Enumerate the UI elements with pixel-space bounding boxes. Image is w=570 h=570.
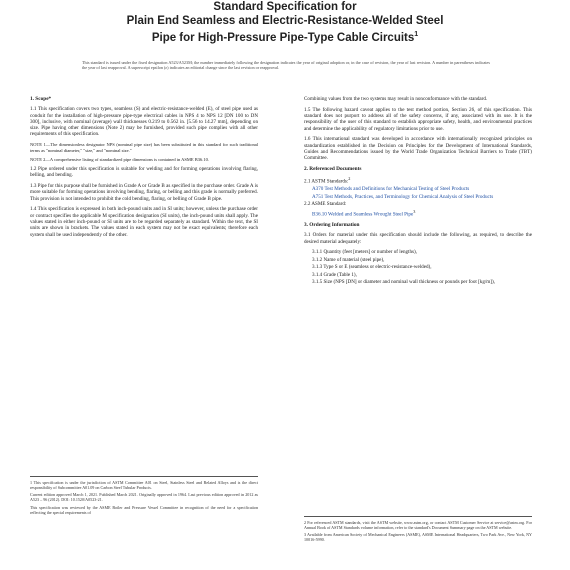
paragraph-1-3: 1.3 Pipe for this purpose shall be furnished in Grade A or Grade B as specified in the purchase order. Grade A is more suitable for forming operations involving bending, flaring, or belling and this grade is normally preferred. This provision is not intended to prohibit the cold bending, flaring, or belling of Grade B pipe. xyxy=(30,183,258,202)
note-2: NOTE 2—A comprehensive listing of standardized pipe dimensions is contained in ASME B36.10. xyxy=(30,156,209,162)
footnote: Current edition approved March 1, 2021. Published March 2021. Originally approved in 1964. Last previous edition approved in 2012 as A523 – 96 (2012). DOI: 10.1520/A0523-21. xyxy=(30,492,258,503)
footnote: 3 Available from American Society of Mechanical Engineers (ASME), ASME International Headquarters, Two Park Ave., New York, NY 10016-5990. xyxy=(304,532,532,543)
paragraph-1-5: 1.5 The following hazard caveat applies to the test method portion, Section 26, of this specification. This standard does not purport to address all of the safety concerns, if any, associated with its use. It is the responsibility of the user of this standard to establish appropriate safety, health, and environmental practices and determine the applicability of regulatory limitations prior to use. xyxy=(304,106,532,132)
left-column xyxy=(30,96,258,242)
paragraph-1-4: 1.4 This specification is expressed in both inch-pound units and in SI units; however, unless the purchase order or contract specifies the applicable M specification designation (SI units), the inch-pound units shall apply. The values stated in either inch-pound or SI units are to be regarded separately as standard. Within the text, the SI units are shown in brackets. The values stated in each system may not be exact equivalents; therefore each system shall be used independently of the other. xyxy=(30,206,258,238)
right-column xyxy=(304,96,532,287)
title-line-3-text: Pipe for High-Pressure Pipe-Type Cable Circuits xyxy=(151,31,415,44)
scope-heading: 1. Scope* xyxy=(30,96,52,102)
reference-b36-10-title[interactable]: Welded and Seamless Wrought Steel Pipe xyxy=(328,211,414,218)
asme-standard-heading: 2.2 ASME Standard: xyxy=(304,201,347,208)
footnotes-left xyxy=(30,476,258,517)
astm-standards-label: 2.1 ASTM Standards: xyxy=(304,178,349,185)
title-line-1: Standard Specification for xyxy=(213,1,357,13)
paragraph-1-2: 1.2 Pipe ordered under this specification is suitable for welding and for forming operations involving flaring, belling, and bending. xyxy=(30,166,258,179)
reference-a370-title[interactable]: Test Methods and Definitions for Mechanical Testing of Steel Products xyxy=(324,186,470,193)
ordering-item: 3.1.4 Grade (Table 1), xyxy=(312,271,357,278)
note-1: NOTE 1—The dimensionless designator NPS (nominal pipe size) has been substituted in this standard for such traditional terms as "nominal diameter," "size," and "nominal size." xyxy=(30,142,258,153)
footnote: 2 For referenced ASTM standards, visit the ASTM website, www.astm.org, or contact ASTM Customer Service at service@astm.org. For Annual Book of ASTM Standards volume information, refer to the standard's Document Summary page on the ASTM website. xyxy=(304,520,532,531)
paragraph-3-1: 3.1 Orders for material under this specification should include the following, as required, to describe the desired material adequately: xyxy=(304,232,532,245)
paragraph-1-4-continued: Combining values from the two systems may result in nonconformance with the standard. xyxy=(304,96,488,102)
footnote: This specification was reviewed by the ASME Boiler and Pressure Vessel Committee in recognition of the need for a specification reflecting the special requirements of xyxy=(30,504,258,515)
ordering-information-heading: 3. Ordering Information xyxy=(304,222,360,229)
reference-a370-code[interactable]: A370 xyxy=(312,186,324,193)
ordering-item: 3.1.5 Size (NPS [DN] or diameter and nominal wall thickness or pounds per foot [kg/m]), xyxy=(312,279,495,286)
ordering-item: 3.1.3 Type S or E (seamless or electric-resistance-welded), xyxy=(312,264,432,271)
title-line-3 xyxy=(0,28,570,45)
paragraph-1-1: 1.1 This specification covers two types, seamless (S) and electric-resistance-welded (E), of steel pipe used as conduit for the installation of high-pressure pipe-type electrical cables in NPS 4 to NPS 12 [DN 100 to DN 300], inclusive, with nominal (average) wall thicknesses 0.219 to 0.562 in. [5.56 to 14.27 mm], depending on size. Pipe having other dimensions (Note 2) may be furnished, provided such pipe complies with all other requirements of this specification. xyxy=(30,106,258,138)
reference-a751[interactable] xyxy=(304,194,532,200)
referenced-documents-heading: 2. Referenced Documents xyxy=(304,165,362,172)
reference-a751-title[interactable]: Test Methods, Practices, and Terminology for Chemical Analysis of Steel Products xyxy=(324,193,494,200)
reference-a751-code[interactable]: A751 xyxy=(312,193,324,200)
asme-footnote-mark: 3 xyxy=(413,208,416,214)
paragraph-1-6: 1.6 This international standard was developed in accordance with internationally recognized principles on standardization established in the Decision on Principles for the Development of International Standards, Guides and Recommendations issued by the World Trade Organization Technical Barriers to Trade (TBT) Committee. xyxy=(304,136,532,162)
reference-a370[interactable] xyxy=(304,186,532,192)
reference-b36-10[interactable] xyxy=(304,209,532,218)
ordering-item: 3.1.2 Name of material (steel pipe), xyxy=(312,256,385,263)
astm-footnote-mark: 2 xyxy=(348,176,351,182)
footnote: 1 This specification is under the jurisdiction of ASTM Committee A01 on Steel, Stainless Steel and Related Alloys and is the direct responsibility of Subcommittee A01.09 on Carbon Steel Tubular Products. xyxy=(30,480,258,491)
ordering-item: 3.1.1 Quantity (feet [meters] or number of lengths), xyxy=(312,249,417,256)
document-title xyxy=(0,0,570,45)
footnotes-right xyxy=(304,516,532,545)
astm-standards-heading xyxy=(304,176,532,185)
reference-b36-10-code[interactable]: B36.10 xyxy=(312,211,327,218)
title-line-2: Plain End Seamless and Electric-Resistance-Welded Steel xyxy=(126,15,444,27)
title-footnote-mark: 1 xyxy=(414,31,419,38)
designation-notice: This standard is issued under the fixed designation A523/A523M; the number immediately following the designation indicates the year of original adoption or, in the case of revision, the year of last revision. A number in parentheses indicates the year of last reapproval. A superscript epsilon (ε) indicates an editorial change since the last revision or reapproval. xyxy=(82,60,490,71)
